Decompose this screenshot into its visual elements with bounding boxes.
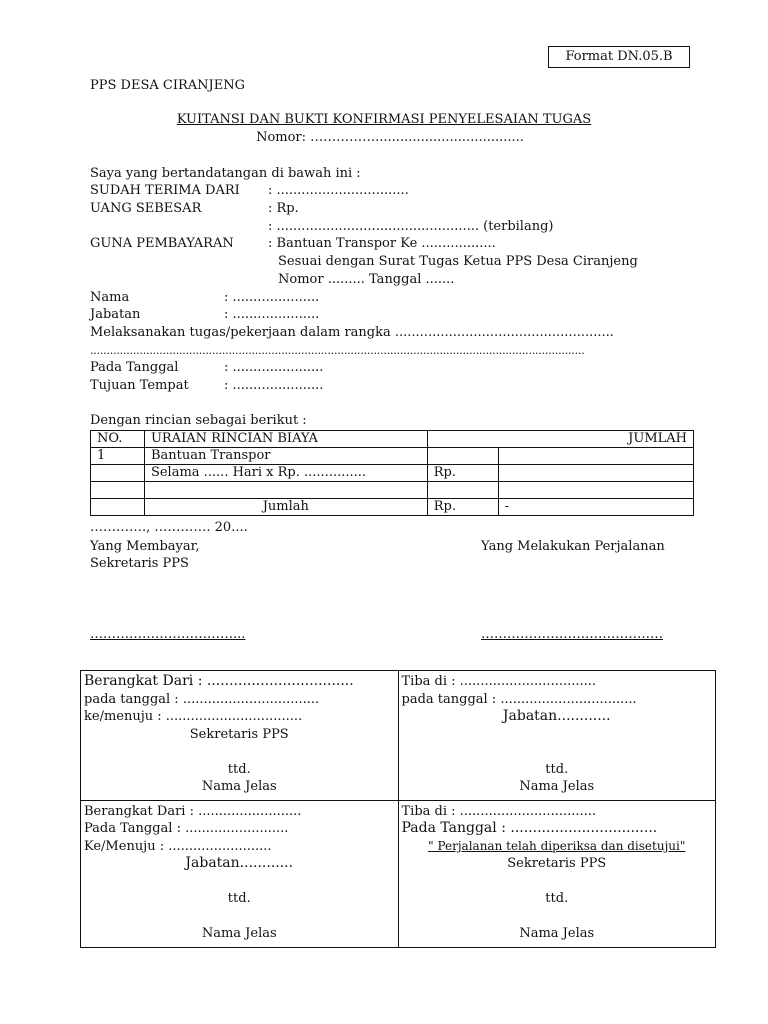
rincian-table xyxy=(90,430,694,516)
total-rp: Rp. xyxy=(427,499,498,516)
departure-date: Pada Tanggal : ......................... xyxy=(84,821,289,836)
spacer xyxy=(399,743,716,761)
header-jumlah: JUMLAH xyxy=(427,431,693,448)
row-rp-cell xyxy=(427,448,498,465)
spacer xyxy=(399,726,716,744)
guna-field: : Bantuan Transpor Ke .................. xyxy=(268,236,496,251)
arrival-cell-1 xyxy=(398,671,716,801)
signer-name: Nama Jelas xyxy=(519,779,595,794)
guna-label: GUNA PEMBAYARAN xyxy=(90,236,234,251)
tujuan-label: Tujuan Tempat xyxy=(90,378,189,393)
tujuan-field: : ...................... xyxy=(224,378,324,393)
signer-name: Nama Jelas xyxy=(201,926,277,941)
verification-row-1 xyxy=(81,671,716,801)
terima-field: : ................................ xyxy=(268,183,409,198)
departure-from: Berangkat Dari : ......................... xyxy=(84,803,302,819)
signer-name: Nama Jelas xyxy=(201,779,277,794)
table-total-row xyxy=(91,499,694,516)
nama-label: Nama xyxy=(90,290,130,305)
arrival-date: pada tanggal : ................................. xyxy=(401,691,637,707)
departure-date: pada tanggal : ................................. xyxy=(84,691,320,707)
departure-destination: Ke/Menuju : ......................... xyxy=(84,838,272,854)
row-no xyxy=(91,499,145,516)
total-value: - xyxy=(498,499,693,516)
header-uraian: URAIAN RINCIAN BIAYA xyxy=(144,431,427,448)
row-rp-cell xyxy=(427,482,498,499)
pada-tanggal-label: Pada Tanggal xyxy=(90,360,179,375)
departure-cell-1 xyxy=(81,671,399,801)
row-uraian xyxy=(144,482,427,499)
signer-position: Jabatan............ xyxy=(502,708,611,724)
signer-name: Nama Jelas xyxy=(519,926,595,941)
organization-name: PPS DESA CIRANJENG xyxy=(90,78,245,93)
verification-row-2 xyxy=(81,800,716,947)
signer-position: Jabatan............ xyxy=(185,855,294,871)
ttd-text: ttd. xyxy=(227,891,251,906)
departure-cell-2 xyxy=(81,800,399,947)
row-no: 1 xyxy=(91,448,145,465)
row-no xyxy=(91,482,145,499)
row-uraian: Bantuan Transpor xyxy=(144,448,427,465)
uang-field: : Rp. xyxy=(268,201,299,216)
table-row xyxy=(91,465,694,482)
arrival-date: Pada Tanggal : ................................. xyxy=(401,820,658,836)
spacer xyxy=(399,908,716,926)
row-value-cell xyxy=(498,482,693,499)
departure-destination: ke/menuju : ................................. xyxy=(84,709,303,724)
row-no xyxy=(91,465,145,482)
arrival-at: Tiba di : ................................. xyxy=(401,803,597,819)
approval-note: " Perjalanan telah diperiksa dan disetujui" xyxy=(428,838,686,853)
surat-tugas-text: Sesuai dengan Surat Tugas Ketua PPS Desa Ciranjeng xyxy=(278,254,638,269)
table-row xyxy=(91,482,694,499)
table-header-row xyxy=(91,431,694,448)
jabatan-field: : ..................... xyxy=(224,307,320,322)
document-number: Nomor: …………….................................... xyxy=(256,130,524,145)
payer-title: Yang Membayar, xyxy=(90,539,200,554)
date-line: …………., …………. 20.... xyxy=(90,520,248,535)
spacer xyxy=(399,873,716,891)
spacer xyxy=(81,908,398,926)
melaksanakan-text: Melaksanakan tugas/pekerjaan dalam rangka ..................................................... xyxy=(90,325,614,340)
table-row xyxy=(91,448,694,465)
signer-role: Sekretaris PPS xyxy=(189,726,289,742)
spacer xyxy=(81,873,398,891)
traveler-signature-line: …………………………………… xyxy=(481,627,663,642)
signer-role: Sekretaris PPS xyxy=(507,856,607,871)
terima-label: SUDAH TERIMA DARI xyxy=(90,183,240,198)
nama-field: : ..................... xyxy=(224,290,320,305)
rincian-intro: Dengan rincian sebagai berikut : xyxy=(90,413,307,428)
document-title: KUITANSI DAN BUKTI KONFIRMASI PENYELESAIAN TUGAS xyxy=(176,112,592,127)
jabatan-label: Jabatan xyxy=(90,307,141,322)
payer-signature-line: ……………………………... xyxy=(90,627,246,642)
format-code-box: Format DN.05.B xyxy=(548,46,690,68)
payer-role: Sekretaris PPS xyxy=(90,556,189,571)
terbilang-field: : ................................................. (terbilang) xyxy=(268,219,554,234)
departure-from: Berangkat Dari : ................................. xyxy=(84,673,354,689)
nomor-tanggal-text: Nomor ......... Tanggal ....... xyxy=(278,272,455,287)
row-uraian: Selama ...... Hari x Rp. ............... xyxy=(144,465,427,482)
arrival-at: Tiba di : ................................. xyxy=(401,674,597,689)
uang-label: UANG SEBESAR xyxy=(90,201,202,216)
row-rp-cell: Rp. xyxy=(427,465,498,482)
header-no: NO. xyxy=(91,431,145,448)
ttd-text: ttd. xyxy=(227,761,251,777)
dotted-line: ...................................................................................................................................................... xyxy=(90,344,585,357)
arrival-cell-2 xyxy=(398,800,716,947)
row-value-cell xyxy=(498,448,693,465)
total-label: Jumlah xyxy=(144,499,427,516)
travel-verification-table xyxy=(80,670,716,948)
row-value-cell xyxy=(498,465,693,482)
ttd-text: ttd. xyxy=(545,761,569,777)
traveler-title: Yang Melakukan Perjalanan xyxy=(481,539,665,554)
pada-tanggal-field: : ...................... xyxy=(224,360,324,375)
intro-text: Saya yang bertandatangan di bawah ini : xyxy=(90,166,361,181)
ttd-text: ttd. xyxy=(545,891,569,906)
spacer xyxy=(81,743,398,761)
